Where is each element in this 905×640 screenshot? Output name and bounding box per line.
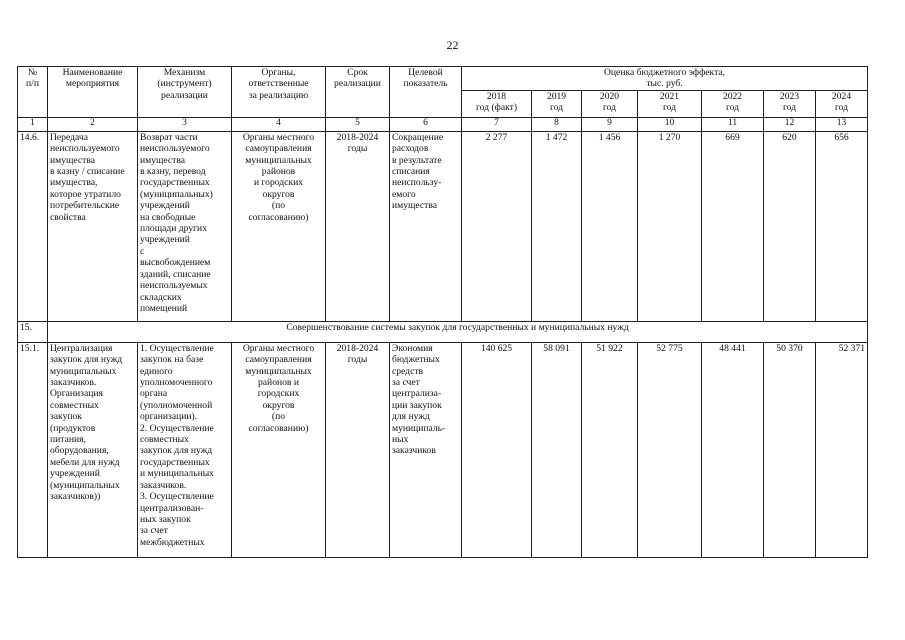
header-year: 2021 год — [638, 90, 702, 117]
page-number: 22 — [446, 38, 459, 52]
column-number: 9 — [582, 117, 638, 131]
row-name: Передача неиспользуемого имущества в казну / списание имущества, которое утратило потребительские свойства — [48, 131, 138, 321]
column-number: 1 — [18, 117, 48, 131]
header-year: 2020 год — [582, 90, 638, 117]
header-term: Срок реализации — [326, 67, 390, 118]
table-row — [18, 342, 868, 557]
column-number: 11 — [702, 117, 764, 131]
header-year: 2023 год — [764, 90, 816, 117]
row-mechanism: Возврат части неиспользуемого имущества в казну, перевод государственных (муниципальных) учреждений на свободные площади других учреждений с высвобождением зданий, списание неиспользуемых складских помещений — [138, 131, 232, 321]
row-value: 52 775 — [638, 342, 702, 557]
row-value: 58 091 — [532, 342, 582, 557]
row-value: 48 441 — [702, 342, 764, 557]
column-number: 2 — [48, 117, 138, 131]
row-id: 14.6. — [18, 131, 48, 321]
header-bodies: Органы, ответственные за реализацию — [232, 67, 326, 118]
row-indicator: Сокращение расходов в результате списания неиспользу- емого имущества — [390, 131, 462, 321]
column-number: 8 — [532, 117, 582, 131]
header-year: 2019 год — [532, 90, 582, 117]
section-id: 15. — [18, 321, 48, 342]
header-mechanism: Механизм (инструмент) реализации — [138, 67, 232, 118]
row-bodies: Органы местного самоуправления муниципальных районов и городских округов (по согласованию) — [232, 131, 326, 321]
budget-effect-table — [17, 66, 868, 558]
row-value: 1 270 — [638, 131, 702, 321]
header-year: 2022 год — [702, 90, 764, 117]
column-number: 13 — [816, 117, 868, 131]
section-title: Совершенствование системы закупок для государственных и муниципальных нужд — [48, 321, 868, 342]
row-value: 669 — [702, 131, 764, 321]
row-value: 656 — [816, 131, 868, 321]
header-effect: Оценка бюджетного эффекта, тыс. руб. — [462, 67, 868, 91]
table-row — [18, 131, 868, 321]
header-indicator: Целевой показатель — [390, 67, 462, 118]
row-value: 1 472 — [532, 131, 582, 321]
row-value: 2 277 — [462, 131, 532, 321]
row-name: Централизация закупок для нужд муниципальных заказчиков. Организация совместных закупок (продуктов питания, оборудования, мебели для нужд учреждений (муниципальных заказчиков)) — [48, 342, 138, 557]
column-number: 12 — [764, 117, 816, 131]
column-number: 4 — [232, 117, 326, 131]
row-value: 50 370 — [764, 342, 816, 557]
column-number: 5 — [326, 117, 390, 131]
row-value: 620 — [764, 131, 816, 321]
header-num: № п/п — [18, 67, 48, 118]
row-value: 52 371 — [816, 342, 868, 557]
row-id: 15.1. — [18, 342, 48, 557]
row-value: 140 625 — [462, 342, 532, 557]
header-year: 2018 год (факт) — [462, 90, 532, 117]
column-number: 6 — [390, 117, 462, 131]
row-term: 2018-2024 годы — [326, 342, 390, 557]
section-row — [18, 321, 868, 342]
row-value: 51 922 — [582, 342, 638, 557]
row-value: 1 456 — [582, 131, 638, 321]
header-name: Наименование мероприятия — [48, 67, 138, 118]
column-number: 3 — [138, 117, 232, 131]
row-term: 2018-2024 годы — [326, 131, 390, 321]
column-number: 7 — [462, 117, 532, 131]
header-year: 2024 год — [816, 90, 868, 117]
column-number: 10 — [638, 117, 702, 131]
row-bodies: Органы местного самоуправления муниципальных районов и городских округов (по согласованию) — [232, 342, 326, 557]
row-indicator: Экономия бюджетных средств за счет централиза- ции закупок для нужд муниципаль- ных заказчиков — [390, 342, 462, 557]
row-mechanism: 1. Осуществление закупок на базе единого уполномоченного органа (уполномоченной организации). 2. Осуществление совместных закупок для нужд государственных и муниципальных заказчиков. 3. Осуществление централизован- ных закупок за счет межбюджетных — [138, 342, 232, 557]
